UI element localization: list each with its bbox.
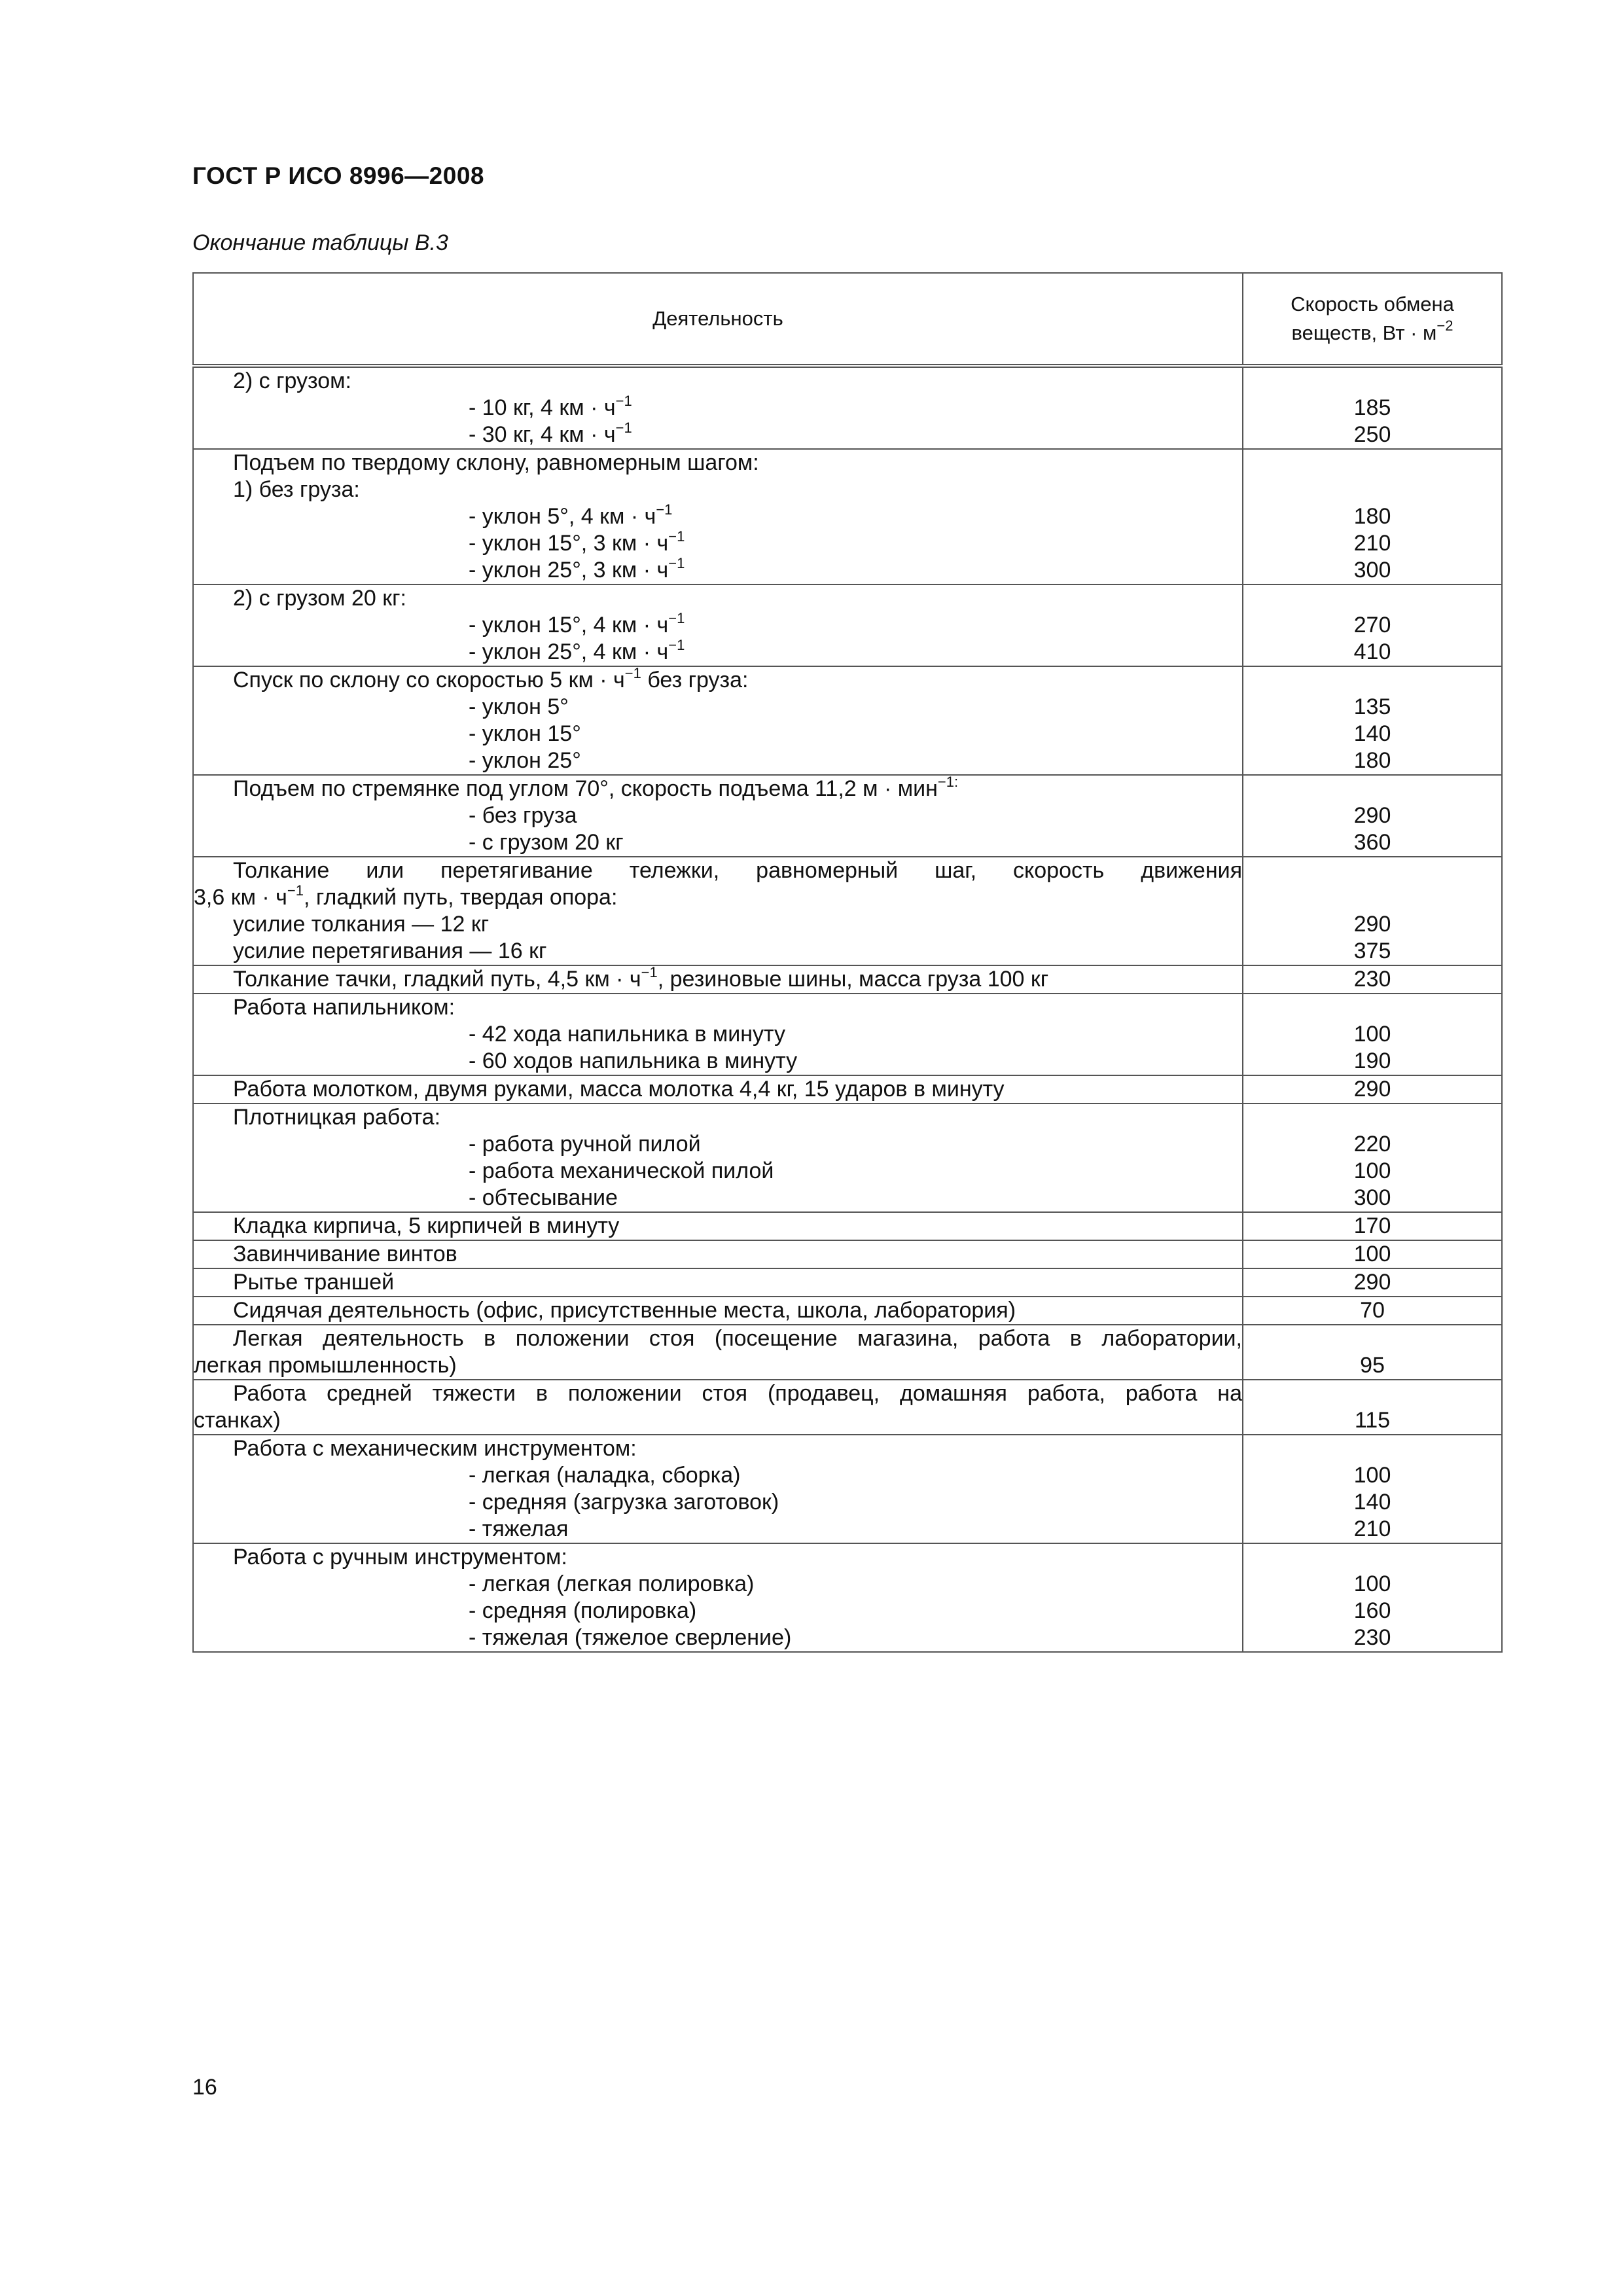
- table-row: [193, 1325, 1502, 1380]
- rate-value: 375: [1353, 939, 1391, 963]
- rate-value: [1243, 450, 1501, 476]
- rate-value: 300: [1353, 1185, 1391, 1210]
- activity-line: [194, 476, 1242, 503]
- activity-cell: [193, 1212, 1243, 1240]
- activity-cell: [193, 1075, 1243, 1103]
- activity-cell: [193, 584, 1243, 666]
- rate-header-exponent: −2: [1436, 317, 1454, 334]
- table-header-row: [193, 273, 1502, 366]
- activity-text: Завинчивание винтов: [233, 1242, 457, 1266]
- activity-text: Толкание тачки, гладкий путь, 4,5 км · ч: [233, 967, 641, 992]
- activity-line: [194, 966, 1242, 993]
- rate-value: 230: [1353, 967, 1391, 992]
- activity-text-continued: без груза:: [641, 668, 749, 692]
- table-row: [193, 449, 1502, 584]
- rate-cell: [1243, 666, 1502, 775]
- activity-text: - работа механической пилой: [469, 1158, 774, 1183]
- activity-text-continued: , гладкий путь, твердая опора:: [303, 885, 618, 910]
- activity-cell: [193, 1435, 1243, 1543]
- activity-line: [194, 557, 1242, 584]
- activity-line: [194, 612, 1242, 639]
- rate-cell: [1243, 366, 1502, 449]
- activity-line: [194, 802, 1242, 829]
- rate-value: 95: [1360, 1353, 1385, 1378]
- activity-line: [194, 1076, 1242, 1103]
- activity-text: 3,6 км · ч: [194, 885, 287, 910]
- activity-line: [194, 1571, 1242, 1598]
- rate-value: 140: [1353, 1490, 1391, 1515]
- table-row: [193, 1240, 1502, 1268]
- unit-exponent: −1: [656, 501, 673, 518]
- rate-value: 100: [1353, 1022, 1391, 1047]
- rate-value: [1243, 776, 1501, 802]
- activity-text: - 10 кг, 4 км · ч: [469, 395, 616, 420]
- activity-line: [194, 1516, 1242, 1543]
- rate-cell: [1243, 775, 1502, 857]
- unit-exponent: −1: [615, 420, 632, 436]
- activity-line: [194, 1462, 1242, 1489]
- activity-text: Легкая деятельность в положении стоя (посещение магазина, работа в лаборатории,: [233, 1326, 1242, 1351]
- unit-exponent: −1: [668, 610, 685, 626]
- activity-text: - уклон 15°, 4 км · ч: [469, 613, 669, 637]
- activity-line: [194, 503, 1242, 530]
- activity-text: - легкая (легкая полировка): [469, 1571, 755, 1596]
- activity-text: - средняя (загрузка заготовок): [469, 1490, 779, 1515]
- activity-line: [194, 1544, 1242, 1571]
- activity-line: [194, 1104, 1242, 1131]
- rate-value: 100: [1353, 1571, 1391, 1596]
- rate-value: [1243, 1104, 1501, 1131]
- rate-value: 290: [1353, 1077, 1391, 1102]
- unit-exponent: −1: [668, 555, 685, 571]
- rate-value: 210: [1353, 531, 1391, 556]
- table-row: [193, 1435, 1502, 1543]
- rate-cell: [1243, 1103, 1502, 1212]
- activity-text: - 60 ходов напильника в минуту: [469, 1049, 798, 1073]
- column-header-activity: Деятельность: [193, 273, 1243, 366]
- rate-cell: [1243, 965, 1502, 994]
- activity-text: - обтесывание: [469, 1185, 618, 1210]
- table-row: [193, 1268, 1502, 1297]
- activity-text: - уклон 5°, 4 км · ч: [469, 504, 656, 529]
- rate-value: 290: [1353, 912, 1391, 937]
- activity-cell: [193, 666, 1243, 775]
- table-row: [193, 1543, 1502, 1652]
- activity-text: - с грузом 20 кг: [469, 830, 624, 855]
- activity-line: [194, 994, 1242, 1021]
- table-row: [193, 1297, 1502, 1325]
- rate-value: 70: [1360, 1298, 1385, 1323]
- activity-cell: [193, 1103, 1243, 1212]
- rate-cell: [1243, 994, 1502, 1075]
- activity-line: [194, 1489, 1242, 1516]
- activity-line: [194, 639, 1242, 666]
- rate-value: [1243, 1325, 1501, 1352]
- activity-line: [194, 694, 1242, 721]
- activity-line: [194, 1598, 1242, 1624]
- rate-value: [1243, 1435, 1501, 1462]
- activity-text: - уклон 5°: [469, 694, 569, 719]
- activity-line: [194, 1297, 1242, 1324]
- activity-cell: [193, 965, 1243, 994]
- unit-exponent: −1: [668, 528, 685, 545]
- activity-text: Работа напильником:: [233, 995, 455, 1020]
- rate-value: [1243, 667, 1501, 694]
- rate-value: 210: [1353, 1516, 1391, 1541]
- rate-value: 100: [1353, 1463, 1391, 1488]
- activity-text: - средняя (полировка): [469, 1598, 697, 1623]
- activity-text: Работа с механическим инструментом:: [233, 1436, 637, 1461]
- table-row: [193, 1212, 1502, 1240]
- table-row: [193, 584, 1502, 666]
- rate-header-line2: веществ, Вт · м: [1291, 321, 1437, 344]
- rate-value: 300: [1353, 558, 1391, 583]
- rate-value: 100: [1353, 1158, 1391, 1183]
- unit-exponent: −1: [641, 964, 658, 980]
- table-row: [193, 775, 1502, 857]
- rate-header-line1: Скорость обмена: [1291, 293, 1454, 315]
- activity-text: - уклон 15°: [469, 721, 581, 746]
- activity-line: [194, 1269, 1242, 1296]
- activity-line: [194, 450, 1242, 476]
- unit-exponent: −1:: [937, 774, 959, 790]
- rate-value: 250: [1353, 422, 1391, 447]
- rate-value: 270: [1353, 613, 1391, 637]
- activity-cell: [193, 1297, 1243, 1325]
- activity-line: [194, 422, 1242, 448]
- activity-line: [194, 829, 1242, 856]
- activity-cell: [193, 1240, 1243, 1268]
- rate-cell: [1243, 1075, 1502, 1103]
- table-row: [193, 857, 1502, 965]
- activity-line: [194, 1158, 1242, 1185]
- activity-line: [194, 1241, 1242, 1268]
- activity-text: Работа средней тяжести в положении стоя (продавец, домашняя работа, работа на: [233, 1381, 1242, 1406]
- page-number: 16: [192, 2075, 217, 2100]
- activity-line: [194, 938, 1242, 965]
- activity-cell: [193, 775, 1243, 857]
- activity-text: - 30 кг, 4 км · ч: [469, 422, 616, 447]
- table-row: [193, 994, 1502, 1075]
- activity-cell: [193, 366, 1243, 449]
- metabolic-rate-table: [192, 272, 1503, 1653]
- rate-value: 180: [1353, 748, 1391, 773]
- activity-line: [194, 530, 1242, 557]
- activity-line: [194, 1624, 1242, 1651]
- activity-text: Работа с ручным инструментом:: [233, 1545, 567, 1570]
- table-row: [193, 366, 1502, 449]
- activity-text-continued: , резиновые шины, масса груза 100 кг: [657, 967, 1049, 992]
- rate-cell: [1243, 1297, 1502, 1325]
- activity-text: - работа ручной пилой: [469, 1132, 701, 1157]
- rate-value: 115: [1354, 1408, 1391, 1433]
- activity-text: усилие толкания — 12 кг: [233, 912, 490, 937]
- activity-text: - 42 хода напильника в минуту: [469, 1022, 786, 1047]
- rate-value: [1243, 857, 1501, 884]
- activity-line: [194, 1021, 1242, 1048]
- rate-value: [1243, 368, 1501, 395]
- document-header: ГОСТ Р ИСО 8996—2008: [192, 162, 484, 189]
- activity-text: станках): [194, 1408, 281, 1433]
- activity-line: [194, 1185, 1242, 1211]
- activity-line: [194, 667, 1242, 694]
- unit-exponent: −1: [668, 637, 685, 653]
- activity-line: [194, 395, 1242, 422]
- activity-text: 2) с грузом:: [233, 368, 351, 393]
- activity-cell: [193, 449, 1243, 584]
- activity-text: Подъем по твердому склону, равномерным шагом:: [233, 450, 759, 475]
- activity-line: [194, 911, 1242, 938]
- activity-text: усилие перетягивания — 16 кг: [233, 939, 547, 963]
- rate-value: 230: [1353, 1625, 1391, 1650]
- activity-cell: [193, 857, 1243, 965]
- rate-value: [1243, 585, 1501, 612]
- activity-cell: [193, 1543, 1243, 1652]
- activity-text: Работа молотком, двумя руками, масса молотка 4,4 кг, 15 ударов в минуту: [233, 1077, 1005, 1102]
- rate-value: 410: [1353, 639, 1391, 664]
- activity-line: [194, 1213, 1242, 1240]
- rate-value: [1243, 476, 1501, 503]
- rate-value: [1243, 1380, 1501, 1407]
- rate-cell: [1243, 857, 1502, 965]
- rate-value: 170: [1353, 1213, 1391, 1238]
- activity-text: - тяжелая: [469, 1516, 569, 1541]
- table-row: [193, 1380, 1502, 1435]
- activity-line: [194, 776, 1242, 802]
- activity-line: [194, 1131, 1242, 1158]
- activity-line: [194, 1380, 1242, 1407]
- rate-value: 140: [1353, 721, 1391, 746]
- rate-cell: [1243, 1435, 1502, 1543]
- rate-cell: [1243, 1268, 1502, 1297]
- activity-line: [194, 1352, 1242, 1379]
- activity-text: - тяжелая (тяжелое сверление): [469, 1625, 792, 1650]
- activity-text: Плотницкая работа:: [233, 1105, 441, 1130]
- rate-value: 290: [1353, 803, 1391, 828]
- activity-text: Рытье траншей: [233, 1270, 395, 1295]
- table-container: [192, 272, 1501, 1653]
- rate-cell: [1243, 584, 1502, 666]
- activity-line: [194, 1435, 1242, 1462]
- table-row: [193, 666, 1502, 775]
- table-row: [193, 1103, 1502, 1212]
- table-row: [193, 1075, 1502, 1103]
- activity-line: [194, 1325, 1242, 1352]
- activity-text: Толкание или перетягивание тележки, равномерный шаг, скорость движения: [233, 858, 1242, 883]
- activity-line: [194, 368, 1242, 395]
- activity-text: Сидячая деятельность (офис, присутственные места, школа, лаборатория): [233, 1298, 1016, 1323]
- activity-cell: [193, 1380, 1243, 1435]
- activity-text: - уклон 15°, 3 км · ч: [469, 531, 669, 556]
- rate-cell: [1243, 449, 1502, 584]
- rate-value: [1243, 884, 1501, 911]
- activity-text: Спуск по склону со скоростью 5 км · ч: [233, 668, 625, 692]
- table-row: [193, 965, 1502, 994]
- activity-text: - без груза: [469, 803, 577, 828]
- activity-text: - уклон 25°: [469, 748, 581, 773]
- rate-value: 185: [1353, 395, 1391, 420]
- unit-exponent: −1: [624, 665, 641, 681]
- table-body: [193, 366, 1502, 1652]
- rate-value: 190: [1353, 1049, 1391, 1073]
- activity-text: - уклон 25°, 3 км · ч: [469, 558, 669, 583]
- activity-line: [194, 857, 1242, 884]
- activity-text: - уклон 25°, 4 км · ч: [469, 639, 669, 664]
- activity-cell: [193, 1268, 1243, 1297]
- activity-text: 1) без груза:: [233, 477, 360, 502]
- activity-line: [194, 721, 1242, 747]
- rate-value: 180: [1353, 504, 1391, 529]
- activity-text: легкая промышленность): [194, 1353, 457, 1378]
- unit-exponent: −1: [287, 882, 304, 899]
- rate-value: 220: [1353, 1132, 1391, 1157]
- activity-text: 2) с грузом 20 кг:: [233, 586, 406, 611]
- activity-line: [194, 1048, 1242, 1075]
- unit-exponent: −1: [615, 393, 632, 409]
- activity-cell: [193, 994, 1243, 1075]
- activity-line: [194, 585, 1242, 612]
- activity-line: [194, 747, 1242, 774]
- activity-text: Подъем по стремянке под углом 70°, скорость подъема 11,2 м · мин: [233, 776, 938, 801]
- rate-value: 160: [1353, 1598, 1391, 1623]
- column-header-rate: [1243, 273, 1502, 366]
- rate-cell: [1243, 1380, 1502, 1435]
- rate-value: 360: [1353, 830, 1391, 855]
- rate-cell: [1243, 1543, 1502, 1652]
- rate-value: [1243, 1544, 1501, 1571]
- rate-cell: [1243, 1212, 1502, 1240]
- rate-value: 290: [1353, 1270, 1391, 1295]
- activity-text: - легкая (наладка, сборка): [469, 1463, 741, 1488]
- rate-cell: [1243, 1240, 1502, 1268]
- activity-cell: [193, 1325, 1243, 1380]
- rate-value: 135: [1353, 694, 1391, 719]
- rate-value: 100: [1353, 1242, 1391, 1266]
- activity-text: Кладка кирпича, 5 кирпичей в минуту: [233, 1213, 620, 1238]
- activity-line: [194, 884, 1242, 911]
- rate-value: [1243, 994, 1501, 1021]
- table-caption: Окончание таблицы B.3: [192, 230, 448, 255]
- activity-line: [194, 1407, 1242, 1434]
- rate-cell: [1243, 1325, 1502, 1380]
